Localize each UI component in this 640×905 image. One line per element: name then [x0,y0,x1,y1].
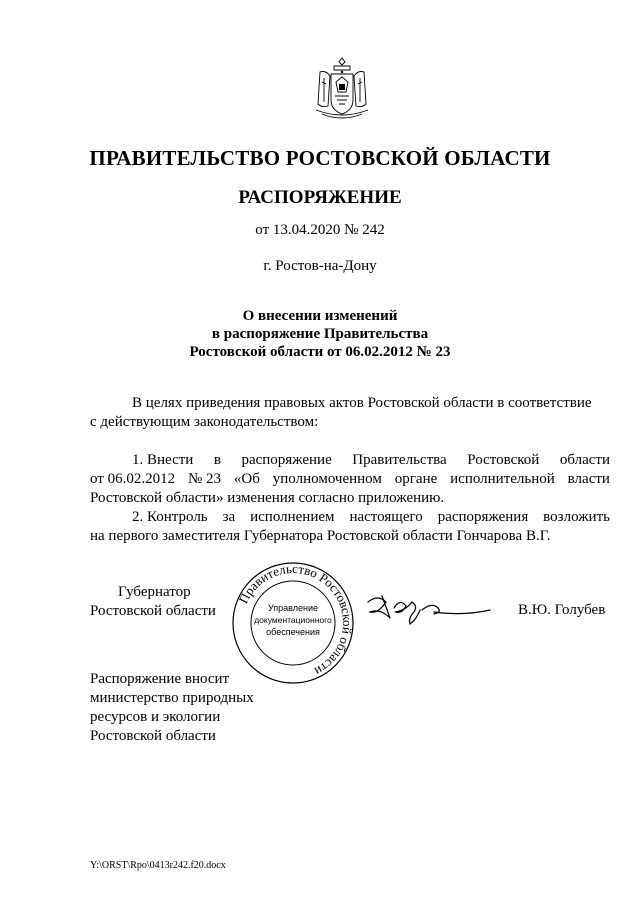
word: 1. Внести [132,452,194,468]
subject-line: Ростовской области от 06.02.2012 № 23 [189,344,451,360]
document-date-number: от 13.04.2020 № 242 [255,222,385,238]
item-1-line [90,470,610,489]
word: распоряжение [241,452,332,468]
subject-line: в распоряжение Правительства [211,326,429,342]
intro-line: с действующим законодательством: [90,414,319,430]
position-line: Губернатор [118,584,191,600]
item-2-line [90,508,610,527]
item-2-paragraph [90,508,610,546]
submitter-line: Распоряжение вносит [90,671,230,687]
word: исполнением [250,509,335,525]
stamp-inner-line: документационного [254,615,332,625]
word: области [559,452,610,468]
word: в [213,452,221,468]
handwritten-signature-icon [364,588,494,630]
word: Ростовской [467,452,540,468]
official-stamp [230,560,356,686]
signatory-name: В.Ю. Голубев [518,602,606,618]
item-1-line: Ростовской области» изменения согласно приложению. [90,490,445,506]
word: уполномоченном [272,471,382,487]
stamp-inner-line: обеспечения [266,627,320,637]
word: № 23 [187,471,222,487]
intro-line: В целях приведения правовых актов Ростовской области в соответствие [132,395,592,411]
word: от 06.02.2012 [90,471,176,487]
word: власти [567,471,610,487]
document-subject [0,307,640,361]
item-1-paragraph [90,451,610,508]
signatory-position [90,583,216,621]
stamp-outer-text: Правительство Ростовской области [235,560,356,680]
stamp-inner-line: Управление [267,603,319,613]
submitter-line: министерство природных [90,690,254,706]
item-2-line: на первого заместителя Губернатора Ростовской области Гончарова В.Г. [90,528,551,544]
word: за [222,509,236,525]
word: органе [394,471,438,487]
coat-of-arms-icon [312,56,372,122]
file-path: Y:\ORST\Rpo\0413r242.f20.docx [90,860,226,871]
word: возложить [543,509,610,525]
word: исполнительной [450,471,555,487]
submitter-line: Ростовской области [90,728,216,744]
position-line: Ростовской области [90,603,216,619]
word: настоящего [349,509,423,525]
submitter-block [90,670,254,746]
intro-paragraph [90,394,610,432]
subject-line: О внесении изменений [242,308,398,324]
submitter-line: ресурсов и экологии [90,709,221,725]
government-title: ПРАВИТЕЛЬСТВО РОСТОВСКОЙ ОБЛАСТИ [89,146,551,170]
word: «Об [233,471,260,487]
word: Правительства [352,452,447,468]
document-type: РАСПОРЯЖЕНИЕ [238,187,402,208]
word: распоряжения [437,509,529,525]
item-1-line [90,451,610,470]
city: г. Ростов-на-Дону [263,258,377,274]
word: 2. Контроль [132,509,208,525]
